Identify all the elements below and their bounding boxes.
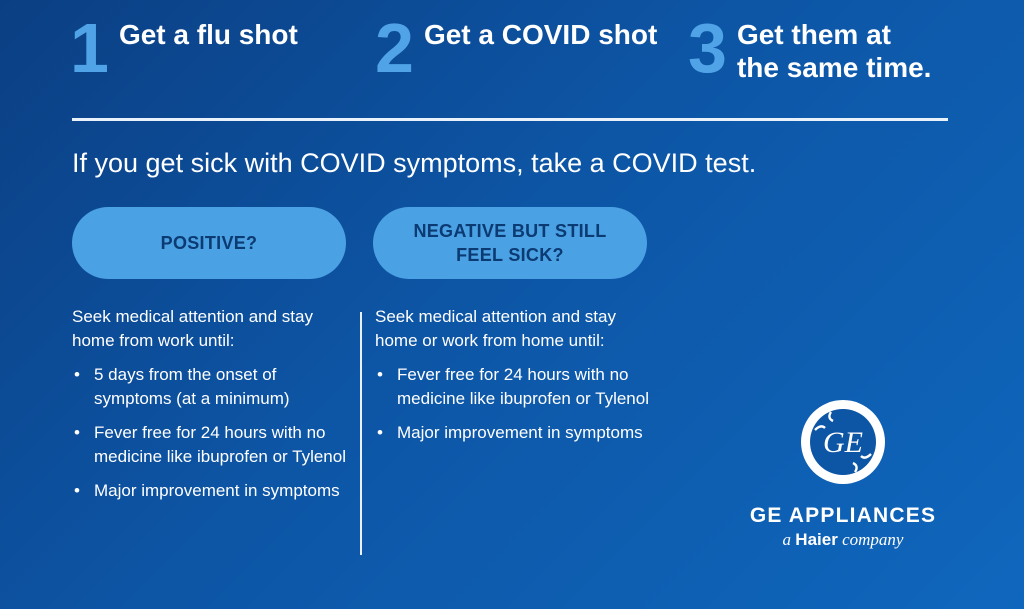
step-text: Get them at the same time. — [736, 19, 932, 83]
negative-intro: Seek medical attention and stay home or work from home until: — [375, 307, 616, 350]
positive-pill: POSITIVE? — [72, 207, 346, 279]
step-text: Get a COVID shot — [423, 19, 658, 50]
headline: If you get sick with COVID symptoms, take a COVID test. — [72, 148, 757, 178]
ge-mark-text: GE — [823, 426, 863, 459]
list-item: • Major improvement in symptoms — [375, 421, 660, 445]
ge-monogram-icon-svg — [801, 400, 885, 484]
brand-name: GE APPLIANCES — [749, 504, 937, 527]
ge-appliances-logo — [735, 400, 951, 560]
list-item: • 5 days from the onset of symptoms (at a minimum) — [72, 363, 357, 411]
positive-list — [72, 363, 357, 503]
steps-row — [70, 10, 950, 90]
step-text: Get a flu shot — [118, 19, 298, 50]
positive-intro: Seek medical attention and stay home from work until: — [72, 307, 313, 350]
negative-column — [375, 305, 660, 455]
brand-tagline — [735, 530, 951, 550]
step-number: 3 — [688, 9, 727, 87]
step-1 — [70, 10, 298, 86]
tagline-suffix: company — [842, 530, 904, 549]
list-item: • Fever free for 24 hours with no medicine like ibuprofen or Tylenol — [72, 421, 357, 469]
step-2 — [375, 10, 657, 86]
positive-column — [72, 305, 357, 513]
step-number: 2 — [375, 9, 414, 87]
negative-pill: NEGATIVE BUT STILL FEEL SICK? — [373, 207, 647, 279]
ge-monogram-icon — [801, 400, 885, 484]
negative-list — [375, 363, 660, 445]
list-item: • Major improvement in symptoms — [72, 479, 357, 503]
tagline-brand: Haier — [795, 530, 838, 549]
horizontal-divider — [72, 118, 948, 121]
list-item: • Fever free for 24 hours with no medicine like ibuprofen or Tylenol — [375, 363, 660, 411]
tagline-prefix: a — [782, 530, 792, 549]
step-number: 1 — [70, 9, 109, 87]
vertical-divider — [360, 312, 362, 555]
step-3 — [688, 10, 931, 86]
